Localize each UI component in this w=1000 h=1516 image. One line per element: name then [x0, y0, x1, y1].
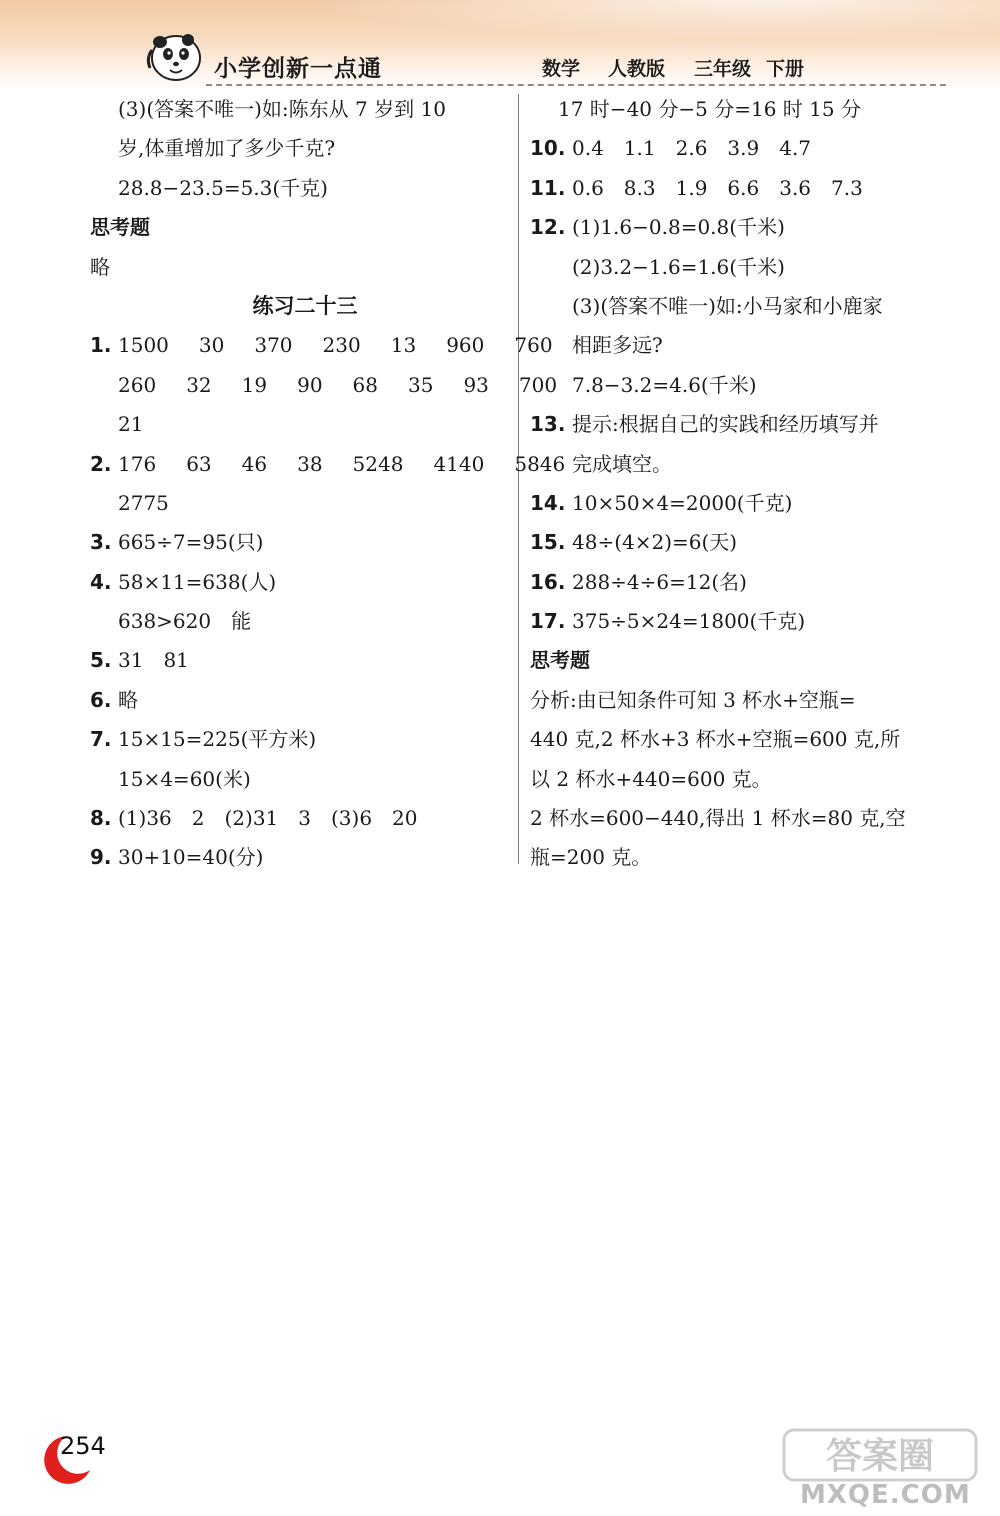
question-number: 5. — [90, 648, 112, 673]
answer-line: 15×4=60(米) — [118, 766, 251, 791]
answer-value: 19 — [241, 372, 268, 397]
answer-line: 略 — [90, 254, 110, 279]
question-13 — [530, 405, 955, 444]
panda-mascot-icon — [142, 28, 206, 84]
section-title: 练习二十三 — [252, 293, 358, 318]
answer-text: 375÷5×24=1800(千克) — [572, 609, 806, 634]
book-brand-title: 小学创新一点通 — [214, 56, 382, 82]
analysis-line: 2 杯水=600−440,得出 1 杯水=80 克,空 — [530, 806, 906, 831]
question-number: 7. — [90, 727, 112, 752]
watermark-logo-text: 答案圈 — [825, 1436, 935, 1477]
answer-value: 13 — [390, 333, 417, 358]
question-10 — [530, 129, 955, 168]
answer-value: 960 — [446, 333, 485, 358]
answer-text: 30+10=40(分) — [118, 845, 264, 870]
question-number: 17. — [530, 609, 566, 634]
question-number: 2. — [90, 451, 112, 476]
grade-label: 三年级 — [694, 58, 752, 80]
right-column — [530, 90, 955, 878]
question-number: 12. — [530, 215, 566, 240]
answer-value: 760 — [514, 333, 553, 358]
answer-value: 93 — [463, 372, 489, 397]
answer-value: 5846 — [514, 451, 566, 476]
question-1-row-2 — [90, 366, 558, 405]
question-2 — [90, 445, 566, 484]
answer-value: 38 — [297, 451, 323, 476]
answer-line: 相距多远? — [572, 333, 663, 358]
analysis-line: 分析:由已知条件可知 3 杯水+空瓶= — [530, 687, 856, 712]
question-number: 8. — [90, 806, 112, 831]
page-number: 254 — [60, 1432, 106, 1460]
question-1 — [90, 326, 553, 365]
answer-text: 15×15=225(平方米) — [118, 727, 317, 752]
subject-label: 数学 — [542, 58, 581, 80]
answer-value: 35 — [408, 372, 434, 397]
answer-value: 260 — [118, 372, 157, 397]
answer-value: 176 — [118, 451, 157, 476]
question-number: 14. — [530, 490, 566, 515]
answer-value: 370 — [254, 333, 293, 358]
question-number: 3. — [90, 530, 112, 555]
answer-line: 28.8−23.5=5.3(千克) — [118, 175, 328, 200]
think-question-heading: 思考题 — [530, 648, 590, 673]
answer-value: 30 — [198, 333, 225, 358]
answer-value: 230 — [322, 333, 361, 358]
answer-value: 68 — [352, 372, 378, 397]
question-15 — [530, 523, 955, 562]
answer-line: (2)3.2−1.6=1.6(千米) — [572, 254, 785, 279]
answer-value: 90 — [297, 372, 323, 397]
analysis-line: 以 2 杯水+440=600 克。 — [530, 766, 772, 791]
answer-text: 58×11=638(人) — [118, 569, 277, 594]
question-7 — [90, 720, 510, 759]
answer-text: 0.4 1.1 2.6 3.9 4.7 — [572, 136, 812, 161]
answer-line: 岁,体重增加了多少千克? — [118, 136, 336, 161]
question-number: 15. — [530, 530, 566, 555]
question-4 — [90, 563, 510, 602]
question-16 — [530, 563, 955, 602]
answer-text: 略 — [118, 687, 138, 712]
answer-line: (3)(答案不唯一)如:小马家和小鹿家 — [572, 293, 883, 318]
answer-text: 288÷4÷6=12(名) — [572, 569, 747, 594]
answer-value: 4140 — [433, 451, 485, 476]
question-5 — [90, 641, 510, 680]
answer-line: 21 — [118, 412, 144, 437]
answer-line: 完成填空。 — [572, 451, 672, 476]
question-number: 6. — [90, 687, 112, 712]
question-8 — [90, 799, 510, 838]
question-number: 13. — [530, 412, 566, 437]
answer-value: 32 — [186, 372, 212, 397]
answer-text: 提示:根据自己的实践和经历填写并 — [572, 412, 879, 437]
question-number: 1. — [90, 333, 112, 358]
answer-value: 700 — [518, 372, 558, 397]
left-column — [90, 90, 566, 878]
answer-value: 1500 — [118, 333, 169, 358]
question-number: 16. — [530, 569, 566, 594]
question-number: 10. — [530, 136, 566, 161]
question-number: 9. — [90, 845, 112, 870]
answer-text: 0.6 8.3 1.9 6.6 3.6 7.3 — [572, 175, 863, 200]
answer-text: 48÷(4×2)=6(天) — [572, 530, 738, 555]
question-12 — [530, 208, 955, 247]
answer-value: 5248 — [352, 451, 404, 476]
question-6 — [90, 681, 510, 720]
question-11 — [530, 169, 955, 208]
answer-line: 638>620 能 — [118, 609, 252, 634]
question-14 — [530, 484, 955, 523]
column-divider — [518, 94, 519, 864]
answer-text: 31 81 — [118, 648, 189, 673]
answer-value: 63 — [186, 451, 212, 476]
think-question-heading: 思考题 — [90, 215, 150, 240]
answer-text: (1)1.6−0.8=0.8(千米) — [572, 215, 785, 240]
answer-text: (1)36 2 (2)31 3 (3)6 20 — [118, 806, 418, 831]
answer-line: 17 时−40 分−5 分=16 时 15 分 — [558, 97, 861, 121]
question-17 — [530, 602, 955, 641]
edition-label: 人教版 — [608, 58, 666, 80]
question-number: 11. — [530, 175, 566, 200]
analysis-line: 瓶=200 克。 — [530, 845, 652, 870]
question-number: 4. — [90, 569, 112, 594]
answer-text: 665÷7=95(只) — [118, 530, 264, 555]
analysis-line: 440 克,2 杯水+3 杯水+空瓶=600 克,所 — [530, 727, 901, 752]
answer-line: 7.8−3.2=4.6(千米) — [572, 372, 757, 397]
watermark-url: MXQE.COM — [800, 1480, 971, 1510]
answer-line: 2775 — [118, 490, 169, 515]
question-9 — [90, 838, 510, 877]
header-divider — [206, 84, 946, 86]
answer-value: 46 — [241, 451, 268, 476]
question-3 — [90, 523, 510, 562]
answer-text: 10×50×4=2000(千克) — [572, 490, 793, 515]
answer-line: (3)(答案不唯一)如:陈东从 7 岁到 10 — [118, 97, 446, 121]
volume-label: 下册 — [766, 58, 805, 80]
